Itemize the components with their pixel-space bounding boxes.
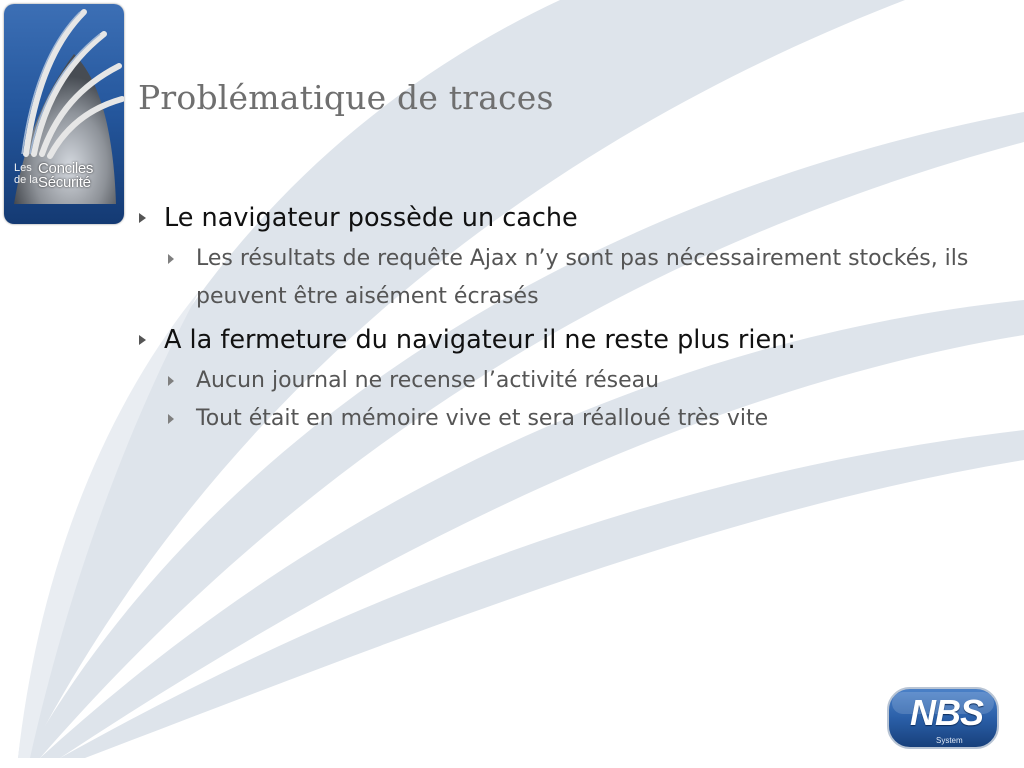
sub-bullet-arrow-icon [168, 254, 174, 264]
bullet-list [135, 196, 995, 438]
logo-text-conciles: Conciles [38, 160, 94, 177]
bullet-text: Le navigateur possède un cache [164, 203, 578, 233]
sub-bullet-text: Tout était en mémoire vive et sera réalloué très vite [196, 406, 769, 431]
nbs-logo-text: NBS [910, 692, 984, 733]
sub-bullet-arrow-icon [168, 376, 174, 386]
sub-bullet-text: Aucun journal ne recense l’activité réseau [196, 368, 660, 393]
logo-text-securite: Sécurité [38, 174, 91, 191]
bullet-arrow-icon [139, 213, 146, 223]
nbs-logo-subtext: System [936, 736, 963, 745]
logo-text-de-la: de la [14, 174, 38, 186]
bullet-item [135, 318, 995, 362]
sub-bullet-arrow-icon [168, 414, 174, 424]
sub-bullet-text: Les résultats de requête Ajax n’y sont pas nécessairement stockés, ils peuvent être aisément écrasés [196, 246, 969, 309]
slide-title: Problématique de traces [138, 78, 554, 117]
bullet-text: A la fermeture du navigateur il ne reste plus rien: [164, 325, 796, 355]
sub-bullet-item [135, 240, 995, 316]
bullet-item [135, 196, 995, 240]
sub-bullet-item [135, 362, 995, 400]
nbs-system-logo [886, 686, 1000, 750]
conciles-securite-logo [4, 4, 124, 224]
bullet-arrow-icon [139, 335, 146, 345]
sub-bullet-item [135, 400, 995, 438]
logo-text-les: Les [14, 162, 32, 174]
